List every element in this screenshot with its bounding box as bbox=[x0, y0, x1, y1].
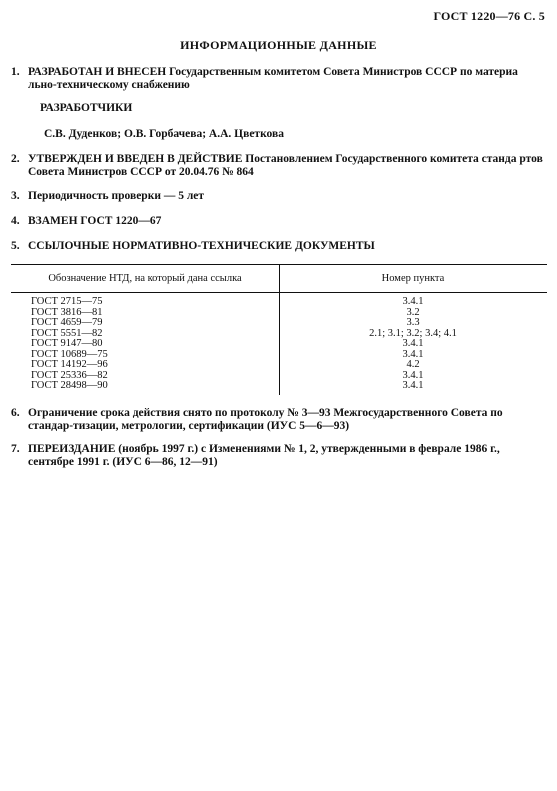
item-lead: УТВЕРЖДЕН И ВВЕДЕН В ДЕЙСТВИЕ bbox=[28, 153, 243, 165]
table-cell-clause: 3.4.1 bbox=[402, 296, 424, 307]
item-number: 2. bbox=[11, 153, 20, 165]
developers-heading: РАЗРАБОТЧИКИ bbox=[40, 102, 133, 114]
item-number: 1. bbox=[11, 66, 20, 78]
table-cell-clause: 4.2 bbox=[406, 359, 420, 370]
info-item-1 bbox=[11, 66, 547, 92]
table-cell-document: ГОСТ 4659—79 bbox=[31, 317, 103, 328]
table-header-clause: Номер пункта bbox=[381, 273, 445, 284]
item-number: 5. bbox=[11, 240, 20, 252]
table-cell-clause: 3.4.1 bbox=[402, 338, 424, 349]
table-cell-document: ГОСТ 5551—82 bbox=[31, 327, 103, 339]
page-header-reference: ГОСТ 1220—76 С. 5 bbox=[433, 9, 545, 23]
item-text: ВЗАМЕН ГОСТ 1220—67 bbox=[28, 215, 162, 227]
item-number: 4. bbox=[11, 215, 20, 227]
info-item-3 bbox=[11, 190, 547, 203]
table-cell-document: ГОСТ 2715—75 bbox=[31, 296, 103, 307]
table-cell-document: ГОСТ 28498—90 bbox=[31, 380, 108, 391]
page-title: ИНФОРМАЦИОННЫЕ ДАННЫЕ bbox=[180, 38, 377, 52]
item-lead: РАЗРАБОТАН И ВНЕСЕН bbox=[28, 66, 167, 78]
table-cell-document: ГОСТ 9147—80 bbox=[31, 338, 103, 349]
item-text: (ноябрь 1997 г.) с Изменениями № 1, 2, утвержденными в феврале 1986 г., сентябре 1991 г. (ИУС 6—86, 12—91) bbox=[28, 443, 500, 468]
item-text: ССЫЛОЧНЫЕ НОРМАТИВНО-ТЕХНИЧЕСКИЕ ДОКУМЕНТЫ bbox=[28, 240, 375, 252]
table-cell-document: ГОСТ 10689—75 bbox=[31, 348, 108, 360]
developers-list: С.В. Дуденков; О.В. Горбачева; А.А. Цветкова bbox=[44, 128, 284, 140]
info-item-5 bbox=[11, 240, 547, 253]
table-cell-document: ГОСТ 3816—81 bbox=[31, 306, 103, 318]
table-cell-clause: 3.4.1 bbox=[402, 380, 424, 391]
info-item-4 bbox=[11, 215, 547, 228]
table-cell-clause: 3.4.1 bbox=[402, 348, 424, 360]
item-text: Постановлением Государственного комитета станда ртов Совета Министров СССР от 20.04.76 № 864 bbox=[28, 153, 543, 178]
info-item-6 bbox=[11, 407, 547, 433]
item-lead: ПЕРЕИЗДАНИЕ bbox=[28, 443, 116, 455]
info-item-7 bbox=[11, 443, 547, 469]
item-number: 6. bbox=[11, 407, 20, 419]
table-cell-document: ГОСТ 14192—96 bbox=[31, 359, 108, 370]
table-header-document: Обозначение НТД, на который дана ссылка bbox=[48, 273, 242, 284]
table-cell-clause: 3.2 bbox=[406, 306, 420, 318]
table-cell-clause: 3.3 bbox=[406, 317, 420, 328]
table-cell-document: ГОСТ 25336—82 bbox=[31, 369, 108, 381]
item-text: Ограничение срока действия снято по протоколу № 3—93 Межгосударственного Совета по стандар-тизации, метрологии, сертификации (ИУС 5—6—93) bbox=[28, 407, 503, 432]
table-column-clauses bbox=[279, 297, 547, 392]
item-text: Государственным комитетом Совета Министров СССР по материа льно-техническому снабжению bbox=[28, 66, 518, 91]
table-cell-clause: 2.1; 3.1; 3.2; 3.4; 4.1 bbox=[369, 327, 457, 339]
item-text: Периодичность проверки — 5 лет bbox=[28, 190, 205, 202]
table-cell-clause: 3.4.1 bbox=[402, 369, 424, 381]
table-column-documents bbox=[31, 297, 108, 392]
item-number: 7. bbox=[11, 443, 20, 455]
info-item-2 bbox=[11, 153, 547, 179]
reference-documents-table bbox=[11, 264, 547, 395]
item-number: 3. bbox=[11, 190, 20, 202]
